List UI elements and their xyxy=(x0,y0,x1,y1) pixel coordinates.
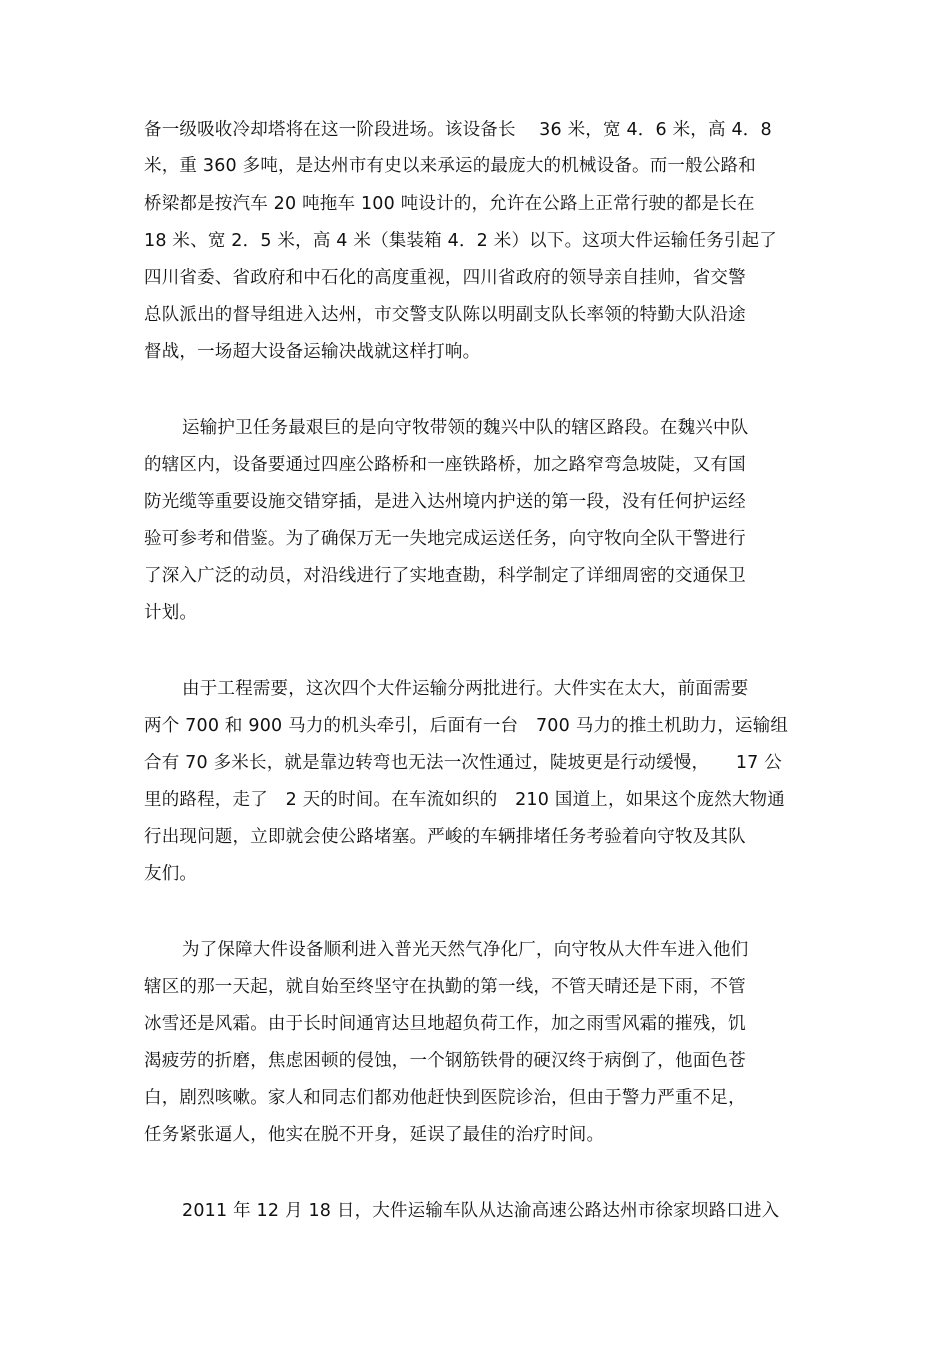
text-line: 计划。 xyxy=(144,603,198,623)
text-line: 辖区的那一天起，就自始至终坚守在执勤的第一线，不管天晴还是下雨，不管 xyxy=(144,977,746,997)
text-line: 为了保障大件设备顺利进入普光天然气净化厂，向守牧从大件车进入他们 xyxy=(182,940,749,960)
text-line: 任务紧张逼人，他实在脱不开身，延误了最佳的治疗时间。 xyxy=(144,1125,605,1145)
text-line: 总队派出的督导组进入达州，市交警支队陈以明副支队长率领的特勤大队沿途 xyxy=(144,305,746,325)
text-line: 18 米、宽 2．5 米，高 4 米（集装箱 4．2 米）以下。这项大件运输任务引起了 xyxy=(144,231,777,251)
text-line: 行出现问题，立即就会使公路堵塞。严峻的车辆排堵任务考验着向守牧及其队 xyxy=(144,827,746,847)
text-line: 桥梁都是按汽车 20 吨拖车 100 吨设计的，允许在公路上正常行驶的都是长在 xyxy=(144,194,755,214)
text-line: 督战，一场超大设备运输决战就这样打响。 xyxy=(144,342,481,362)
text-line: 的辖区内，设备要通过四座公路桥和一座铁路桥，加之路窄弯急坡陡，又有国 xyxy=(144,455,746,475)
text-line: 备一级吸收冷却塔将在这一阶段进场。该设备长 36 米，宽 4．6 米，高 4．8 xyxy=(144,120,772,140)
text-line: 友们。 xyxy=(144,864,198,884)
text-line: 里的路程，走了 2 天的时间。在车流如织的 210 国道上，如果这个庞然大物通 xyxy=(144,790,785,810)
text-line: 防光缆等重要设施交错穿插，是进入达州境内护送的第一段，没有任何护运经 xyxy=(144,492,746,512)
text-line: 白，剧烈咳嗽。家人和同志们都劝他赶快到医院诊治，但由于警力严重不足， xyxy=(144,1088,746,1108)
text-line: 合有 70 多米长，就是靠边转弯也无法一次性通过，陡坡更是行动缓慢， 17 公 xyxy=(144,753,782,773)
text-line: 米，重 360 多吨，是达州市有史以来承运的最庞大的机械设备。而一般公路和 xyxy=(144,156,756,176)
text-line: 由于工程需要，这次四个大件运输分两批进行。大件实在太大，前面需要 xyxy=(182,679,749,699)
text-line: 运输护卫任务最艰巨的是向守牧带领的魏兴中队的辖区路段。在魏兴中队 xyxy=(182,418,749,438)
text-line: 了深入广泛的动员，对沿线进行了实地查勘，科学制定了详细周密的交通保卫 xyxy=(144,566,746,586)
text-line: 四川省委、省政府和中石化的高度重视，四川省政府的领导亲自挂帅，省交警 xyxy=(144,268,746,288)
text-line: 渴疲劳的折磨，焦虑困顿的侵蚀，一个钢筋铁骨的硬汉终于病倒了，他面色苍 xyxy=(144,1051,746,1071)
text-line: 验可参考和借鉴。为了确保万无一失地完成运送任务，向守牧向全队干警进行 xyxy=(144,529,746,549)
text-line: 冰雪还是风霜。由于长时间通宵达旦地超负荷工作，加之雨雪风霜的摧残，饥 xyxy=(144,1014,746,1034)
text-line: 2011 年 12 月 18 日，大件运输车队从达渝高速公路达州市徐家坝路口进入 xyxy=(182,1201,780,1221)
text-line: 两个 700 和 900 马力的机头牵引，后面有一台 700 马力的推土机助力，运输组 xyxy=(144,716,789,736)
